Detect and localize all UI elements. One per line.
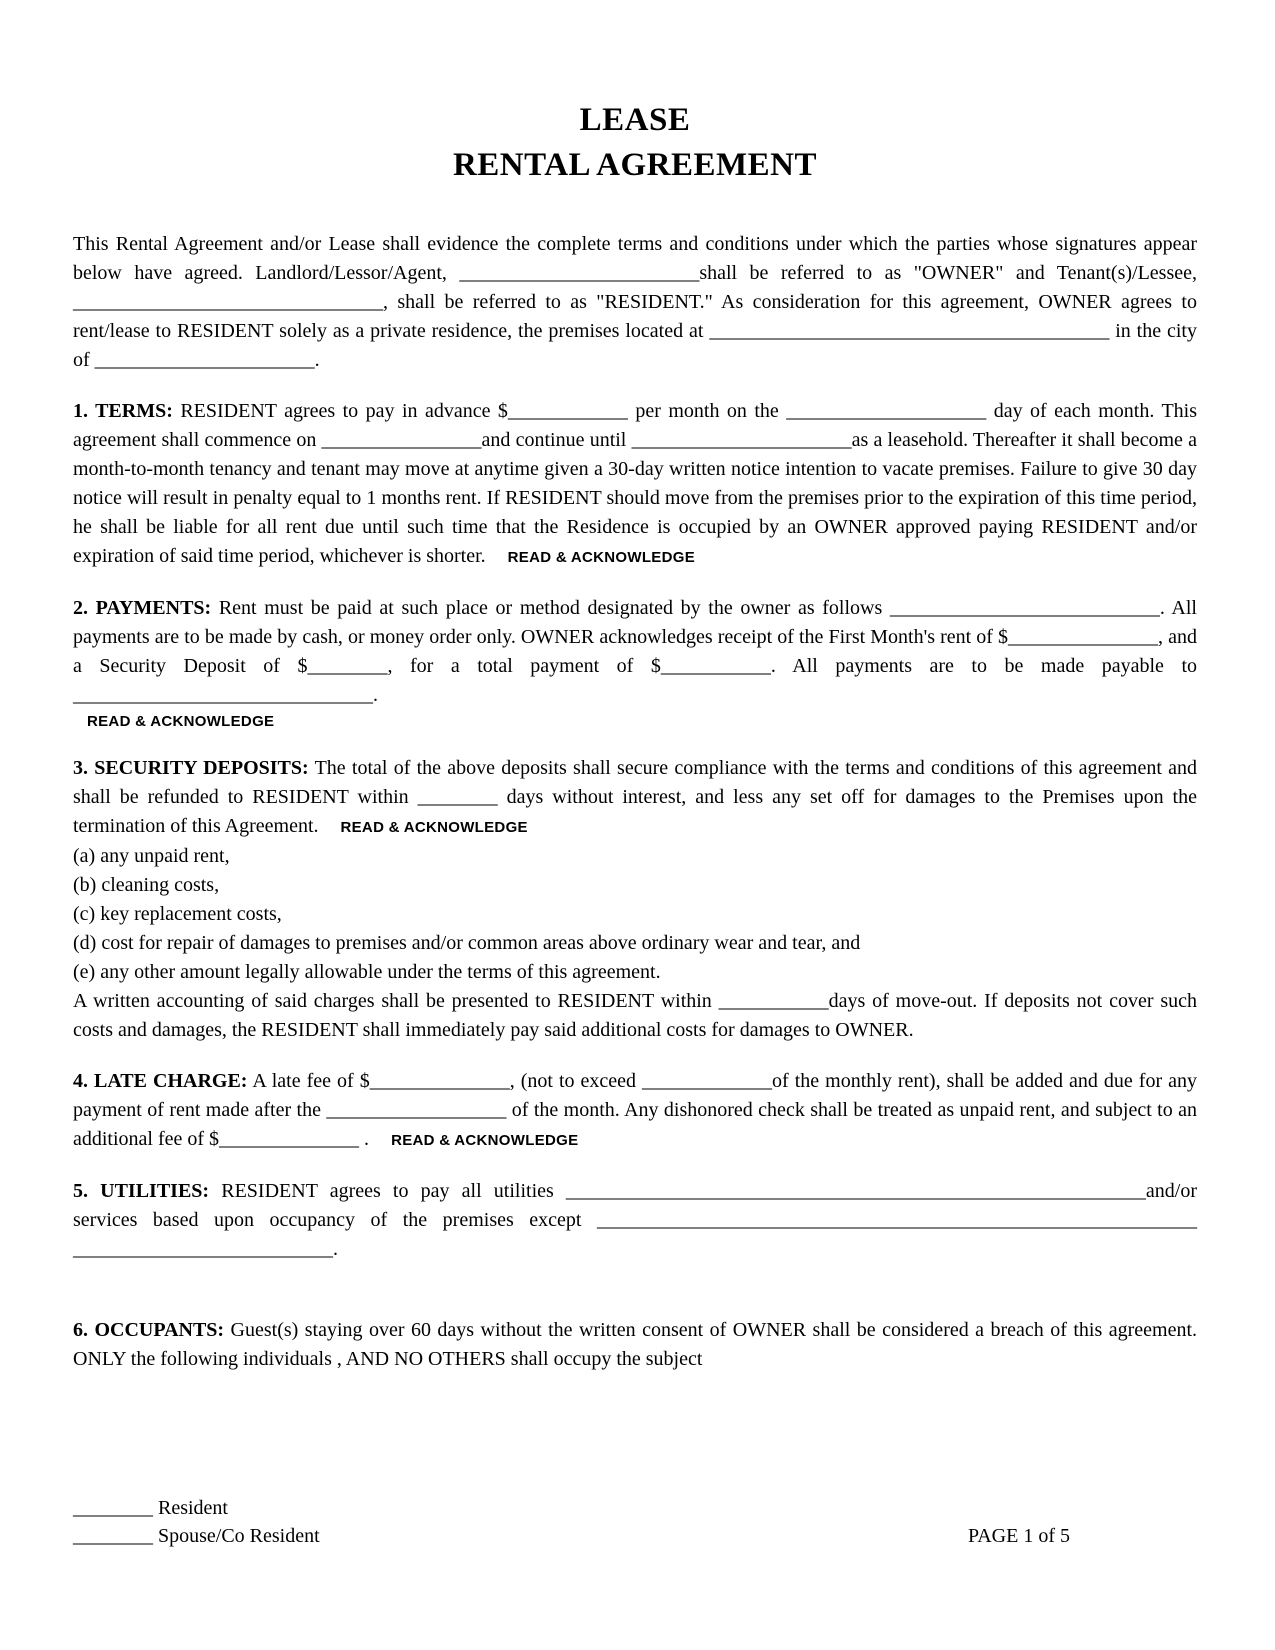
section-utilities <box>73 1177 1197 1264</box>
section-occupants <box>73 1316 1197 1374</box>
resident-signature-line: ________ Resident <box>73 1497 228 1519</box>
section-security-deposits <box>73 754 1197 1045</box>
list-item-unpaid-rent: (a) any unpaid rent, <box>73 845 230 867</box>
read-acknowledge-label: READ & ACKNOWLEDGE <box>391 1132 579 1149</box>
section-payments-heading: 2. PAYMENTS: <box>73 597 212 619</box>
section-utilities-body: RESIDENT agrees to pay all utilities __________________________________________________________and/or services based upon occupancy of the premises except ____________________________________________________________ __________________________. <box>73 1180 1198 1260</box>
section-security-deposits-body: The total of the above deposits shall secure compliance with the terms and conditions of this agreement and shall be refunded to RESIDENT within ________ days without interest, and less any set off for damages to the Premises upon the termination of this Agreement. <box>73 757 1198 837</box>
section-occupants-body: Guest(s) staying over 60 days without the written consent of OWNER shall be considered a breach of this agreement. ONLY the following individuals , AND NO OTHERS shall occupy the subject <box>73 1319 1197 1370</box>
list-item-cleaning-costs: (b) cleaning costs, <box>73 874 220 896</box>
title-line-lease: LEASE <box>579 102 691 138</box>
section-terms-heading: 1. TERMS: <box>73 400 173 422</box>
intro-paragraph: This Rental Agreement and/or Lease shall evidence the complete terms and conditions under which the parties whose signatures appear below have agreed. Landlord/Lessor/Agent, ________________________shall be referred to as "OWNER" and Tenant(s)/Lessee, _______________________________, shall be referred to as "RESIDENT." As consideration for this agreement, OWNER agrees to rent/lease to RESIDENT solely as a private residence, the premises located at ________________________________________ in the city of ______________________. <box>73 233 1197 371</box>
section-terms <box>73 397 1197 572</box>
read-acknowledge-label: READ & ACKNOWLEDGE <box>340 819 528 836</box>
page-number-label: PAGE 1 of 5 <box>967 1524 1070 1547</box>
read-acknowledge-label: READ & ACKNOWLEDGE <box>507 549 696 566</box>
section-utilities-heading: 5. UTILITIES: <box>73 1180 210 1202</box>
section-security-deposits-heading: 3. SECURITY DEPOSITS: <box>73 757 309 779</box>
section-payments-paragraph <box>73 594 1197 710</box>
signature-lines <box>73 1495 320 1550</box>
list-item-other-amounts: (e) any other amount legally allowable under the terms of this agreement. <box>73 961 661 983</box>
document-title <box>73 98 1197 188</box>
list-item-repair-damages: (d) cost for repair of damages to premises and/or common areas above ordinary wear and tear, and <box>73 932 861 954</box>
read-acknowledge-label: READ & ACKNOWLEDGE <box>87 713 275 730</box>
title-line-rental-agreement: RENTAL AGREEMENT <box>452 147 818 183</box>
section-late-charge <box>73 1067 1197 1155</box>
spouse-co-resident-signature-line: ________ Spouse/Co Resident <box>73 1524 320 1547</box>
list-item-key-replacement: (c) key replacement costs, <box>73 903 282 925</box>
section-late-charge-body: A late fee of $______________, (not to exceed _____________of the monthly rent), shall be added and due for any payment of rent made after the __________________ of the month. Any dishonored check shall be treated as unpaid rent, and subject to an additional fee of $______________ . <box>73 1070 1198 1150</box>
section-payments-body: Rent must be paid at such place or method designated by the owner as follows ___________________________. All payments are to be made by cash, or money order only. OWNER acknowledges receipt of the First Month's rent of $_______________, and a Security Deposit of $________, for a total payment of $___________. All payments are to be made payable to ______________________________. <box>73 597 1197 706</box>
section-payments <box>73 594 1197 732</box>
section-occupants-heading: 6. OCCUPANTS: <box>73 1319 225 1341</box>
section-security-deposits-paragraph <box>73 754 1197 842</box>
section-late-charge-heading: 4. LATE CHARGE: <box>73 1070 248 1092</box>
section-security-deposits-closing: A written accounting of said charges shall be presented to RESIDENT within ___________days of move-out. If deposits not cover such costs and damages, the RESIDENT shall immediately pay said additional costs for damages to OWNER. <box>73 990 1197 1041</box>
page-footer <box>73 1495 1197 1550</box>
section-terms-body: RESIDENT agrees to pay in advance $____________ per month on the ____________________ day of each month. This agreement shall commence on ________________and continue until ______________________as a leasehold. Thereafter it shall become a month-to-month tenancy and tenant may move at anytime given a 30-day written notice intention to vacate premises. Failure to give 30 day notice will result in penalty equal to 1 months rent. If RESIDENT should move from the premises prior to the expiration of this time period, he shall be liable for all rent due until such time that the Residence is occupied by an OWNER approved paying RESIDENT and/or expiration of said time period, whichever is shorter. <box>73 400 1197 567</box>
security-deposit-list <box>73 842 1197 987</box>
